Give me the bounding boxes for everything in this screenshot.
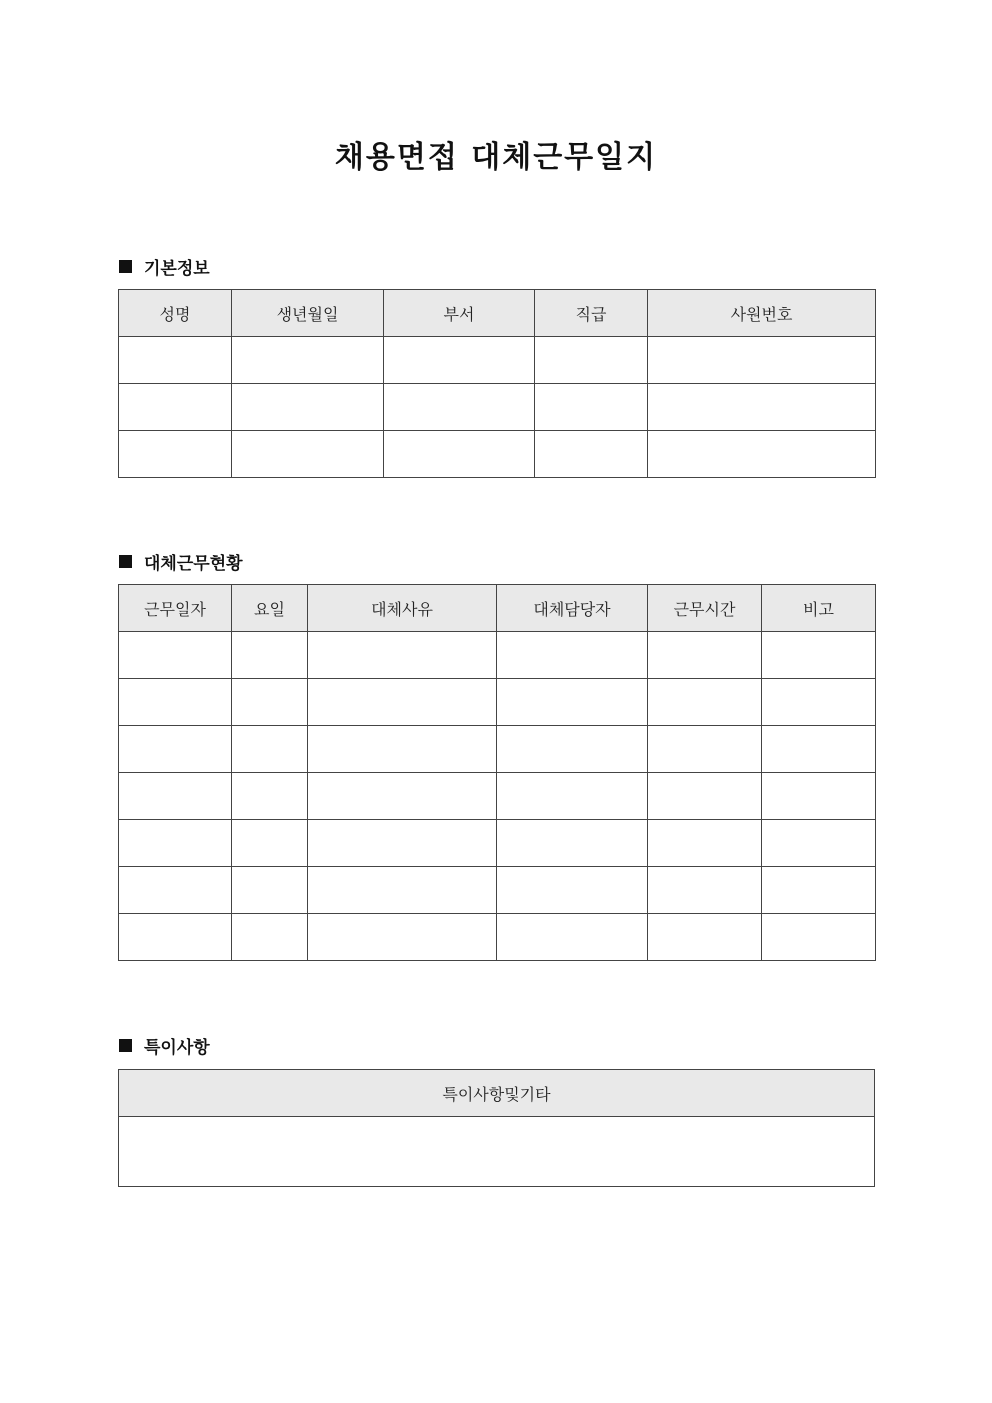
table-cell[interactable] (762, 632, 876, 679)
table-cell[interactable] (497, 632, 648, 679)
table-row (119, 1117, 875, 1187)
header-cell: 성명 (119, 290, 232, 337)
table-cell[interactable] (497, 867, 648, 914)
table-cell[interactable] (762, 820, 876, 867)
table-cell[interactable] (119, 820, 232, 867)
section-title-notes: 특이사항 (144, 1038, 210, 1058)
square-bullet-icon (119, 260, 132, 273)
table-header-row (119, 1070, 875, 1117)
table-cell[interactable] (648, 820, 762, 867)
table-cell[interactable] (308, 773, 497, 820)
table-cell[interactable] (648, 337, 876, 384)
table-cell[interactable] (119, 679, 232, 726)
header-cell: 생년월일 (232, 290, 384, 337)
table-row (119, 914, 876, 961)
table-cell[interactable] (308, 914, 497, 961)
header-cell: 특이사항및기타 (119, 1070, 875, 1117)
table-cell[interactable] (232, 914, 308, 961)
table-cell[interactable] (497, 773, 648, 820)
table-cell[interactable] (308, 726, 497, 773)
table-row (119, 867, 876, 914)
notes-table (118, 1069, 875, 1187)
table-cell[interactable] (648, 431, 876, 478)
basic-info-table (118, 289, 876, 478)
table-cell[interactable] (648, 679, 762, 726)
table-cell[interactable] (497, 820, 648, 867)
header-cell: 비고 (762, 585, 876, 632)
section-title-basic-info: 기본정보 (144, 259, 210, 279)
section-basic-info (119, 254, 210, 279)
table-cell[interactable] (119, 867, 232, 914)
table-cell[interactable] (308, 820, 497, 867)
table-cell[interactable] (232, 820, 308, 867)
table-cell[interactable] (232, 867, 308, 914)
table-cell[interactable] (232, 726, 308, 773)
table-cell[interactable] (232, 431, 384, 478)
table-cell[interactable] (119, 337, 232, 384)
table-row (119, 773, 876, 820)
section-substitute-work (119, 549, 243, 574)
table-cell[interactable] (308, 867, 497, 914)
header-cell: 직급 (535, 290, 648, 337)
section-title-substitute-work: 대체근무현황 (144, 554, 243, 574)
table-cell[interactable] (119, 726, 232, 773)
table-header-row (119, 290, 876, 337)
table-cell[interactable] (232, 632, 308, 679)
table-cell[interactable] (535, 431, 648, 478)
square-bullet-icon (119, 555, 132, 568)
table-cell[interactable] (119, 914, 232, 961)
table-cell[interactable] (762, 914, 876, 961)
notes-content-cell[interactable] (119, 1117, 875, 1187)
table-cell[interactable] (232, 384, 384, 431)
table-cell[interactable] (232, 773, 308, 820)
header-cell: 요일 (232, 585, 308, 632)
header-cell: 근무시간 (648, 585, 762, 632)
table-cell[interactable] (497, 914, 648, 961)
table-cell[interactable] (762, 679, 876, 726)
table-row (119, 820, 876, 867)
table-cell[interactable] (762, 726, 876, 773)
table-cell[interactable] (497, 726, 648, 773)
table-cell[interactable] (648, 384, 876, 431)
table-cell[interactable] (232, 679, 308, 726)
table-cell[interactable] (535, 384, 648, 431)
table-cell[interactable] (119, 632, 232, 679)
table-row (119, 337, 876, 384)
table-row (119, 726, 876, 773)
header-cell: 대체사유 (308, 585, 497, 632)
table-cell[interactable] (762, 867, 876, 914)
table-cell[interactable] (232, 337, 384, 384)
square-bullet-icon (119, 1039, 132, 1052)
header-cell: 부서 (384, 290, 535, 337)
substitute-work-table (118, 584, 876, 961)
table-row (119, 384, 876, 431)
table-cell[interactable] (384, 431, 535, 478)
table-cell[interactable] (648, 867, 762, 914)
table-cell[interactable] (648, 773, 762, 820)
table-cell[interactable] (308, 632, 497, 679)
page-title: 채용면접 대체근무일지 (334, 140, 658, 175)
table-cell[interactable] (497, 679, 648, 726)
table-cell[interactable] (648, 914, 762, 961)
table-cell[interactable] (119, 384, 232, 431)
table-cell[interactable] (762, 773, 876, 820)
table-cell[interactable] (119, 773, 232, 820)
table-row (119, 632, 876, 679)
table-cell[interactable] (535, 337, 648, 384)
table-row (119, 431, 876, 478)
header-cell: 대체담당자 (497, 585, 648, 632)
section-notes (119, 1033, 210, 1058)
table-cell[interactable] (648, 632, 762, 679)
table-cell[interactable] (648, 726, 762, 773)
table-cell[interactable] (308, 679, 497, 726)
table-row (119, 679, 876, 726)
header-cell: 근무일자 (119, 585, 232, 632)
table-cell[interactable] (119, 431, 232, 478)
table-header-row (119, 585, 876, 632)
table-cell[interactable] (384, 384, 535, 431)
header-cell: 사원번호 (648, 290, 876, 337)
table-cell[interactable] (384, 337, 535, 384)
